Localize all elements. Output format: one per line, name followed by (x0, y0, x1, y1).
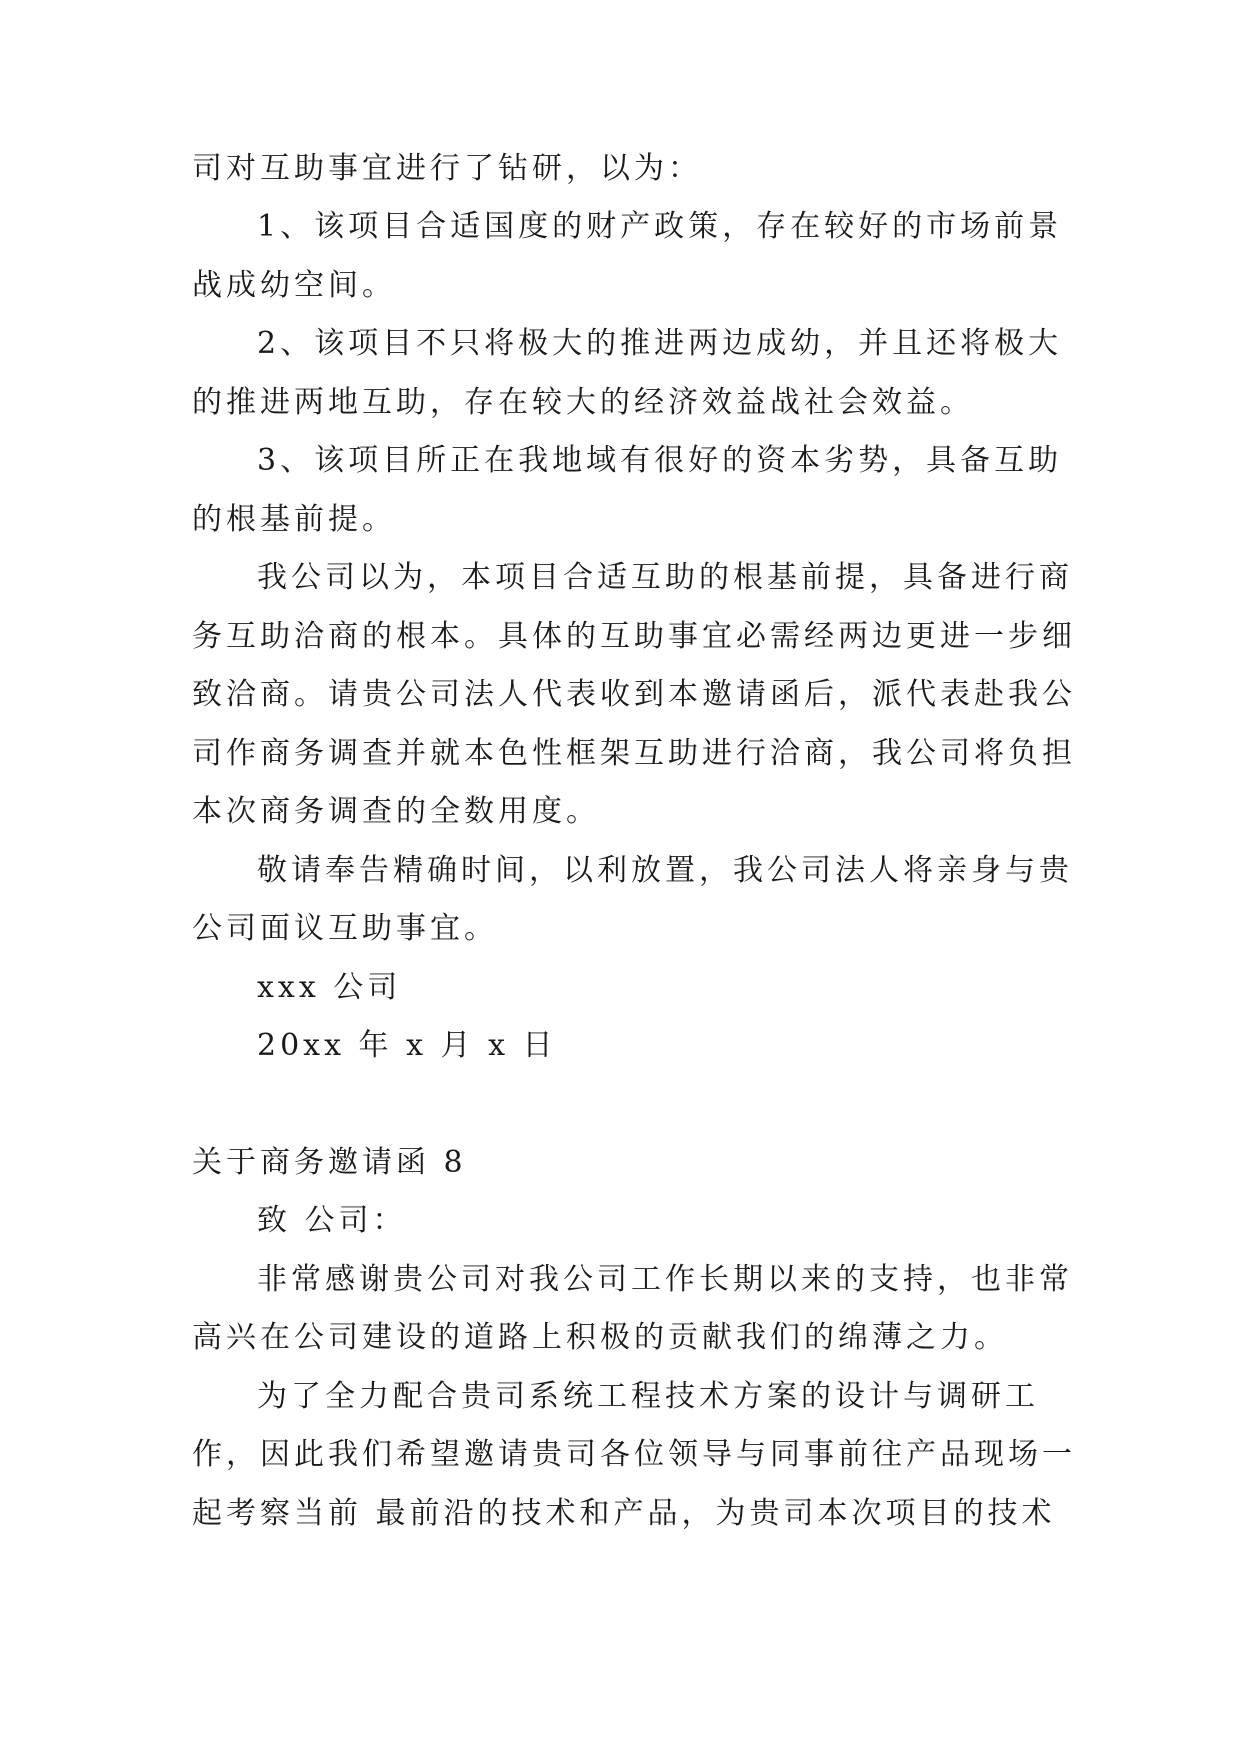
salutation: 致 公司： (257, 1203, 407, 1238)
text-line: 为了全力配合贵司系统工程技术方案的设计与调研工 (257, 1379, 1039, 1414)
text-line: 敬请奉告精确时间，以利放置，我公司法人将亲身与贵 (257, 853, 1073, 888)
signature-company: xxx 公司 (257, 970, 402, 1005)
text-line: 本次商务调查的全数用度。 (192, 794, 600, 829)
text-line: 司作商务调查并就本色性框架互助进行洽商，我公司将负担 (192, 736, 1076, 771)
text-line: 2、该项目不只将极大的推进两边成幼，并且还将极大 (257, 326, 1063, 361)
text-line: 非常感谢贵公司对我公司工作长期以来的支持，也非常 (257, 1262, 1073, 1297)
text-line: 致洽商。请贵公司法人代表收到本邀请函后，派代表赴我公 (192, 677, 1076, 712)
text-line: 务互助洽商的根本。具体的互助事宜必需经两边更进一步细 (192, 619, 1076, 654)
signature-date: 20xx 年 x 月 x 日 (257, 1028, 557, 1063)
text-line: 战成幼空间。 (192, 268, 396, 303)
text-line: 司对互助事宜进行了钻研，以为： (192, 151, 702, 186)
text-line: 起考察当前 最前沿的技术和产品，为贵司本次项目的技术 (192, 1496, 1056, 1531)
text-line: 我公司以为，本项目合适互助的根基前提，具备进行商 (257, 560, 1073, 595)
text-line: 1、该项目合适国度的财产政策，存在较好的市场前景 (257, 209, 1063, 244)
text-line: 高兴在公司建设的道路上积极的贡献我们的绵薄之力。 (192, 1320, 1008, 1355)
text-line: 作，因此我们希望邀请贵司各位领导与同事前往产品现场一 (192, 1437, 1076, 1472)
text-line: 3、该项目所正在我地域有很好的资本劣势，具备互助 (257, 443, 1063, 478)
text-line: 的推进两地互助，存在较大的经济效益战社会效益。 (192, 385, 974, 420)
text-line: 公司面议互助事宜。 (192, 911, 498, 946)
section-heading: 关于商务邀请函 8 (192, 1145, 467, 1180)
text-line: 的根基前提。 (192, 502, 396, 537)
